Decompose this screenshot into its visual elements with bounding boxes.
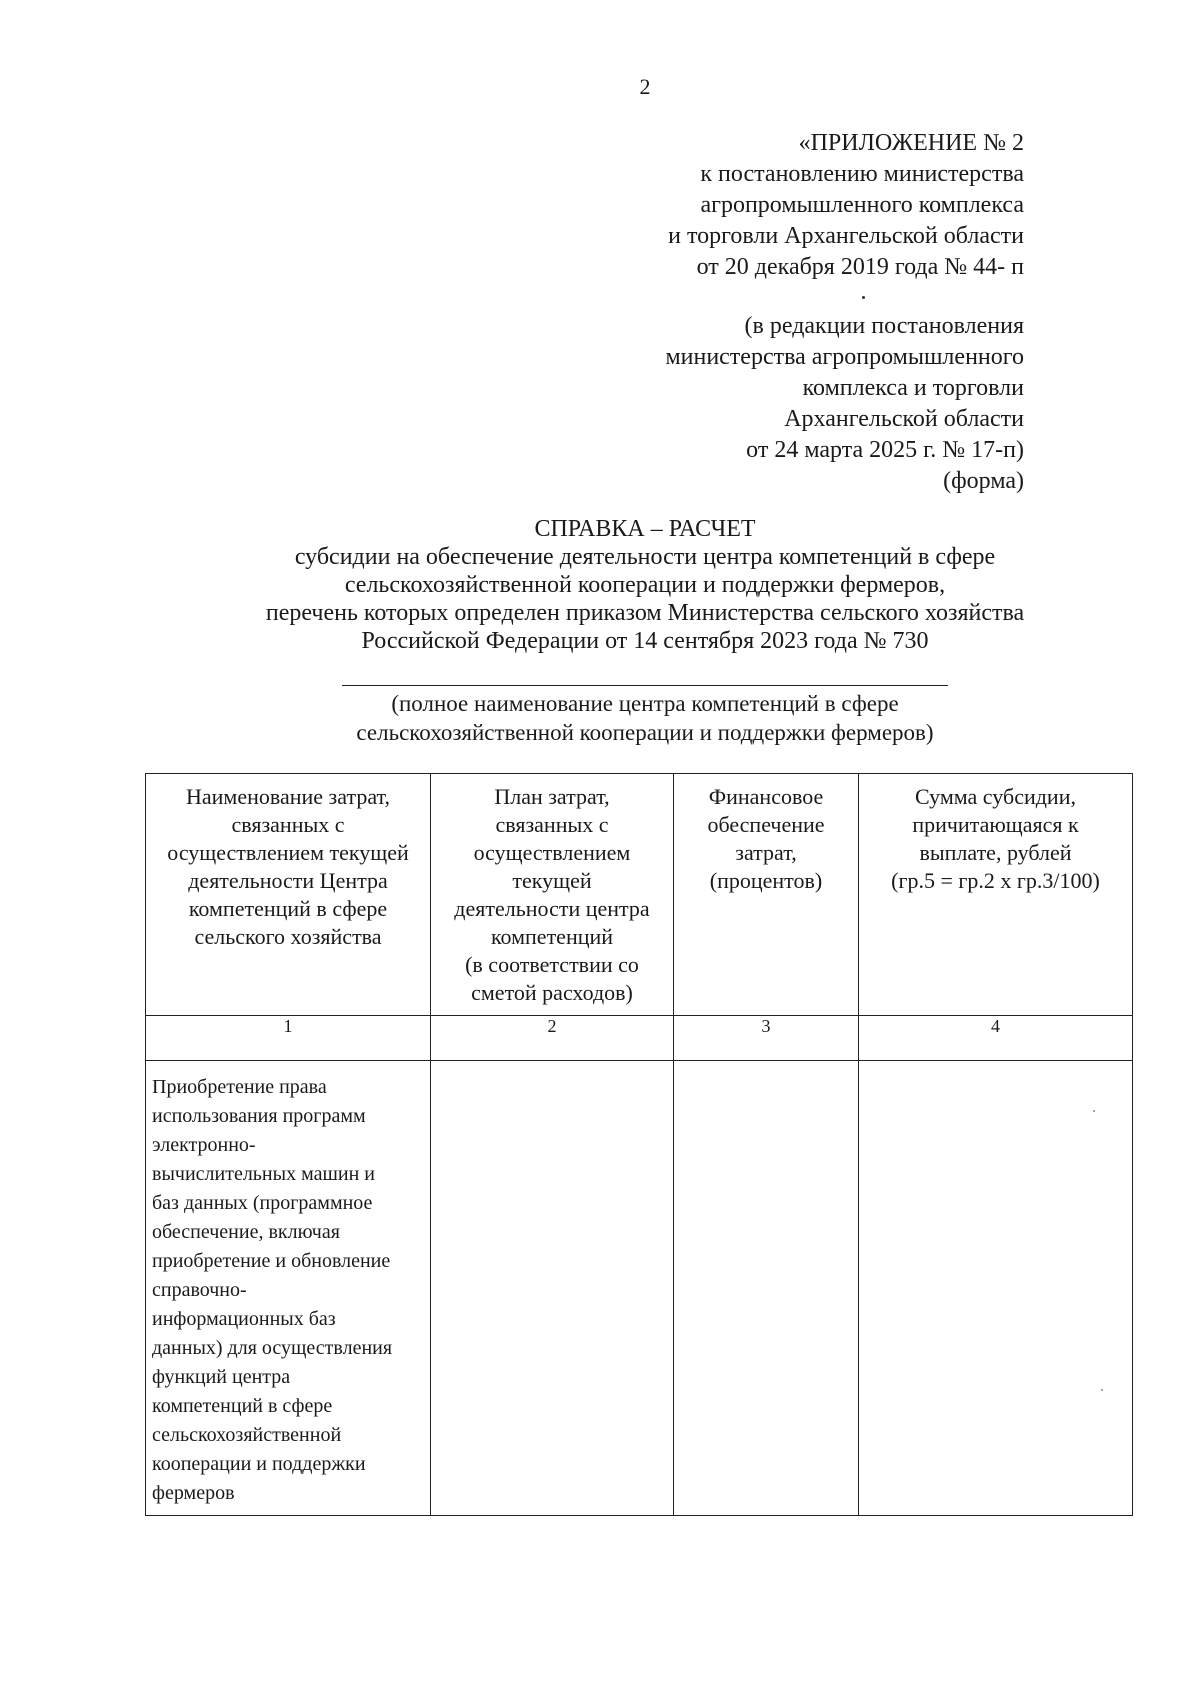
caption-line: сельскохозяйственной кооперации и поддержки фермеров) bbox=[356, 720, 934, 745]
table-row bbox=[146, 1061, 1133, 1516]
column-number: 1 bbox=[146, 1016, 431, 1061]
title-line: субсидии на обеспечение деятельности центра компетенций в сфере bbox=[294, 544, 996, 570]
title-line: Российской Федерации от 14 сентября 2023 года № 730 bbox=[361, 628, 929, 654]
cost-plan-cell bbox=[431, 1061, 674, 1516]
header-cost-plan: План затрат, связанных с осуществлением текущей деятельности центра компетенций (в соответствии со сметой расходов) bbox=[454, 784, 650, 1005]
cost-name-text: Приобретение права использования программ электронно- вычислительных машин и баз данных (программное обеспечение, включая приобретение и обновление справочно- информационных баз данных) для осуществления функций центра компетенций в сфере сельскохозяйственной кооперации и поддержки фермеров bbox=[152, 1076, 393, 1504]
revision-line: (в редакции постановления bbox=[744, 313, 1024, 339]
scan-speck bbox=[1101, 1389, 1103, 1391]
column-number-row bbox=[146, 1016, 1133, 1061]
appendix-line: агропромышленного комплекса bbox=[700, 192, 1024, 218]
title-heading: СПРАВКА – РАСЧЕТ bbox=[534, 516, 756, 542]
header-subsidy-amount: Сумма субсидии, причитающаяся к выплате, рублей (гр.5 = гр.2 х гр.3/100) bbox=[891, 784, 1100, 893]
header-cost-name: Наименование затрат, связанных с осуществлением текущей деятельности Центра компетенций в сфере сельского хозяйства bbox=[167, 784, 409, 949]
header-cell bbox=[146, 774, 431, 1016]
org-name-blank-line bbox=[342, 685, 948, 686]
document-title bbox=[0, 515, 1200, 655]
form-label: (форма) bbox=[943, 468, 1024, 494]
table-header-row bbox=[146, 774, 1133, 1016]
scan-speck bbox=[1093, 1110, 1095, 1112]
caption-line: (полное наименование центра компетенций в сфере bbox=[391, 691, 899, 716]
page-number: 2 bbox=[639, 74, 651, 99]
revision-line: от 24 марта 2025 г. № 17-п) bbox=[746, 437, 1024, 463]
funding-percent-cell bbox=[674, 1061, 859, 1516]
appendix-line: к постановлению министерства bbox=[700, 161, 1024, 187]
header-cell bbox=[674, 774, 859, 1016]
revision-note bbox=[665, 311, 1024, 497]
revision-line: комплекса и торговли bbox=[802, 375, 1024, 401]
title-line: перечень которых определен приказом Министерства сельского хозяйства bbox=[265, 600, 1025, 626]
title-line: сельскохозяйственной кооперации и поддержки фермеров, bbox=[344, 572, 946, 598]
header-funding-percent: Финансовое обеспечение затрат, (процентов) bbox=[707, 784, 825, 893]
appendix-line: и торговли Архангельской области bbox=[668, 223, 1024, 249]
org-name-caption bbox=[0, 689, 1200, 747]
column-number: 2 bbox=[431, 1016, 674, 1061]
column-number: 4 bbox=[859, 1016, 1133, 1061]
subsidy-amount-cell bbox=[859, 1061, 1133, 1516]
revision-line: министерства агропромышленного bbox=[665, 344, 1024, 370]
appendix-line: «ПРИЛОЖЕНИЕ № 2 bbox=[798, 130, 1024, 156]
calculation-table bbox=[145, 773, 1133, 1516]
appendix-line: от 20 декабря 2019 года № 44- п bbox=[696, 254, 1024, 280]
header-cell bbox=[431, 774, 674, 1016]
revision-line: Архангельской области bbox=[784, 406, 1024, 432]
column-number: 3 bbox=[674, 1016, 859, 1061]
appendix-header bbox=[668, 128, 1024, 283]
cost-name-cell bbox=[146, 1061, 431, 1516]
scan-dot bbox=[862, 296, 865, 299]
header-cell bbox=[859, 774, 1133, 1016]
